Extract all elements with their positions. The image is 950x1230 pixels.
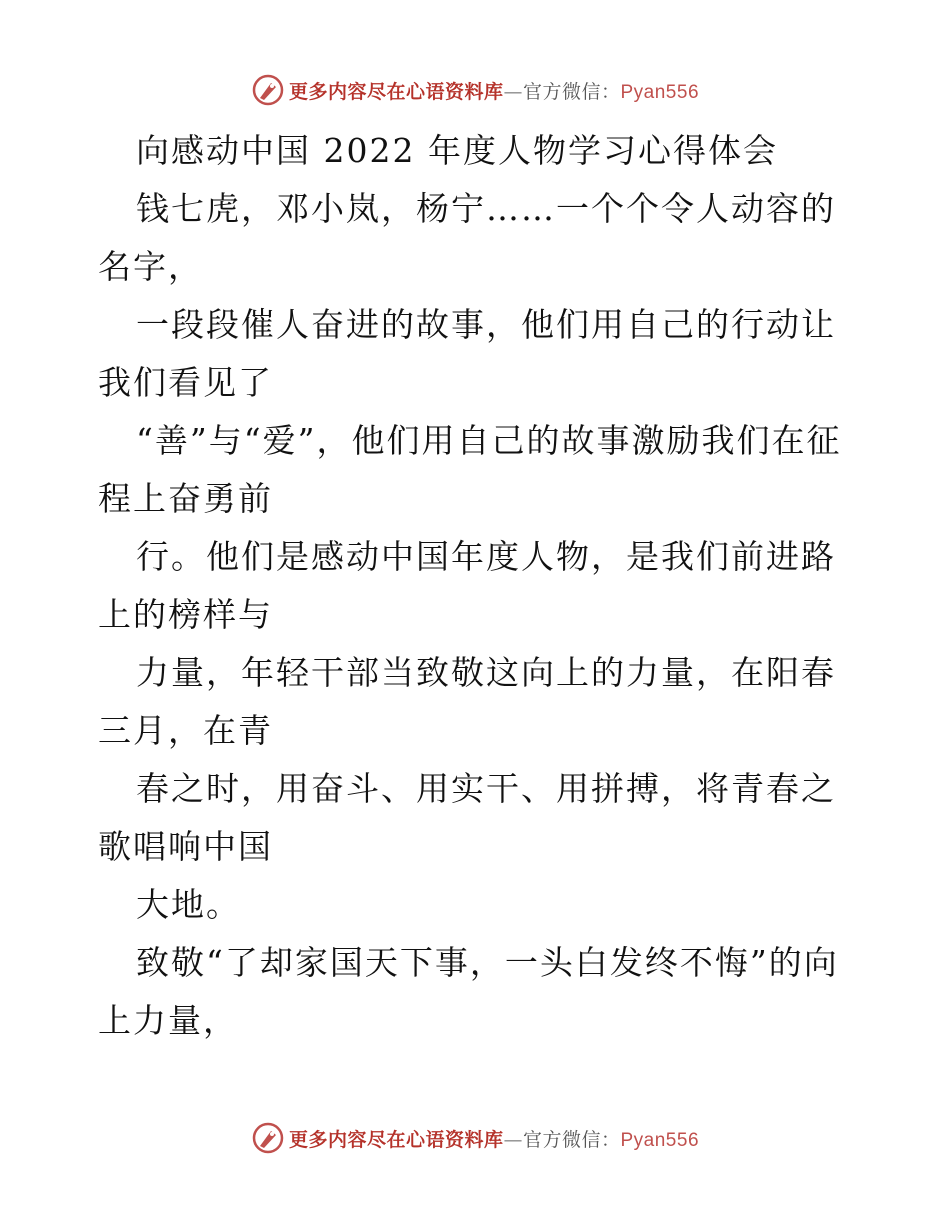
footer-watermark-text bbox=[289, 1125, 699, 1152]
footer-sub-text: 官方微信： bbox=[522, 1128, 621, 1151]
header-sub-text: 官方微信： bbox=[522, 80, 621, 103]
header-watermark bbox=[0, 70, 950, 110]
document-body bbox=[98, 122, 858, 1050]
footer-separator: — bbox=[503, 1128, 523, 1151]
paragraph: 钱七虎，邓小岚，杨宁……一个个令人动容的名字， bbox=[98, 189, 836, 286]
paragraph: 大地。 bbox=[136, 885, 241, 924]
header-main-text: 更多内容尽在心语资料库 bbox=[288, 80, 504, 103]
paragraph: 一段段催人奋进的故事，他们用自己的行动让我们看见了 bbox=[98, 305, 836, 402]
footer-wechat-id: Pyan556 bbox=[620, 1129, 700, 1151]
paragraph: 致敬“了却家国天下事，一头白发终不悔”的向上力量， bbox=[98, 943, 839, 1040]
paragraph: “善”与“爱”，他们用自己的故事激励我们在征程上奋勇前 bbox=[98, 421, 842, 518]
paragraph: 行。他们是感动中国年度人物，是我们前进路上的榜样与 bbox=[98, 537, 836, 634]
paragraph: 力量，年轻干部当致敬这向上的力量，在阳春三月，在青 bbox=[98, 653, 836, 750]
header-wechat-id: Pyan556 bbox=[620, 81, 700, 103]
pen-nib-logo-icon bbox=[251, 1121, 285, 1155]
paragraph: 春之时，用奋斗、用实干、用拼搏，将青春之歌唱响中国 bbox=[98, 769, 836, 866]
footer-main-text: 更多内容尽在心语资料库 bbox=[288, 1128, 504, 1151]
header-separator: — bbox=[503, 80, 523, 103]
pen-nib-logo-icon bbox=[251, 73, 285, 107]
footer-watermark bbox=[0, 1118, 950, 1158]
header-watermark-text bbox=[289, 77, 699, 104]
document-title: 向感动中国 2022 年度人物学习心得体会 bbox=[136, 131, 778, 170]
